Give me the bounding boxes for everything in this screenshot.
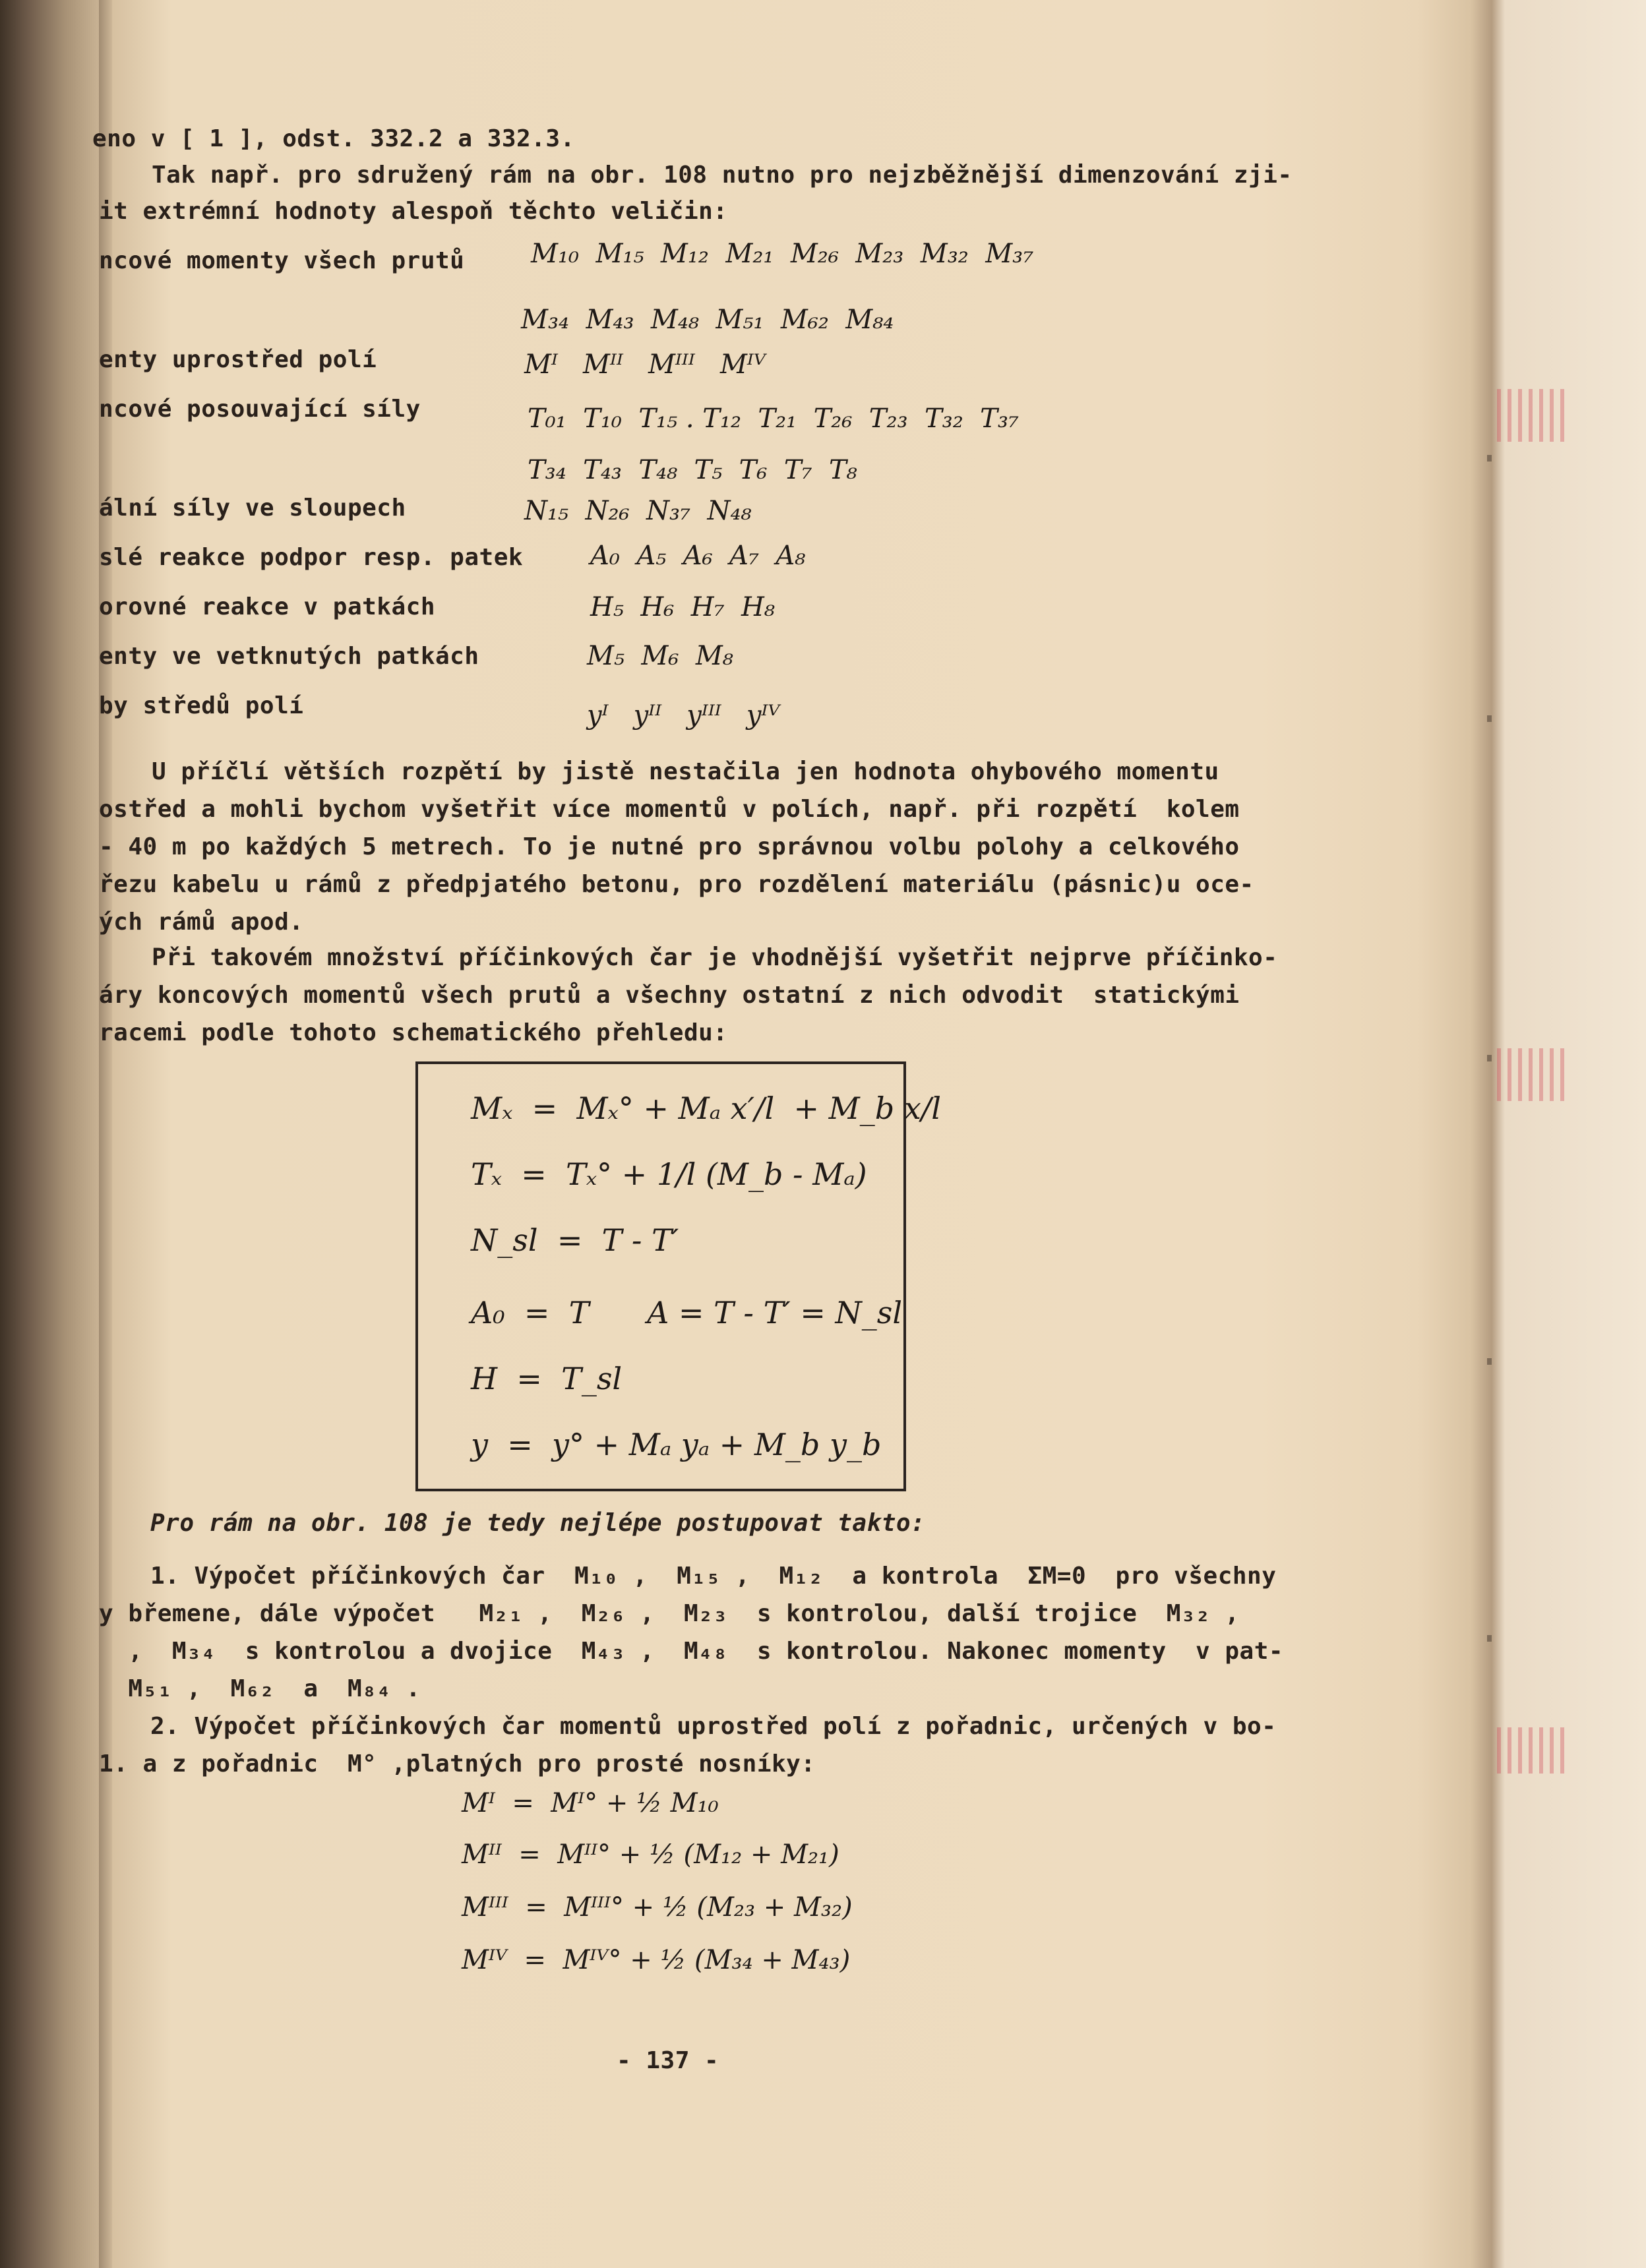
quantity-symbols: N₁₅ N₂₆ N₃₇ N₄₈ [524, 496, 752, 526]
quantity-symbols: A₀ A₅ A₆ A₇ A₈ [590, 541, 806, 571]
step-line: 2. Výpočet příčinkových čar momentů uprostřed polí z pořadnic, určených v bo- [150, 1713, 1277, 1740]
edge-tick [1487, 1635, 1492, 1642]
quantity-label: orovné reakce v patkách [99, 593, 435, 620]
equation-moment: Mₓ = Mₓ° + Mₐ x′/l + M_b x/l [471, 1090, 941, 1126]
quantity-symbols: H₅ H₆ H₇ H₈ [590, 592, 775, 622]
red-stamp-mark [1497, 1727, 1570, 1774]
quantity-symbols: M₁₀ M₁₅ M₁₂ M₂₁ M₂₆ M₂₃ M₃₂ M₃₇ [531, 239, 1034, 269]
procedure-title: Pro rám na obr. 108 je tedy nejlépe postupovat takto: [150, 1510, 926, 1537]
edge-tick [1487, 1358, 1492, 1365]
quantity-symbols: M₅ M₆ M₈ [587, 641, 733, 671]
step-line: M₅₁ , M₆₂ a M₈₄ . [99, 1675, 421, 1702]
quantity-symbols: yᴵ yᴵᴵ yᴵᴵᴵ yᴵⱽ [587, 700, 780, 731]
paragraph-line: ostřed a mohli bychom vyšetřit více momentů v polích, např. při rozpětí kolem [99, 796, 1240, 823]
header-line: eno v [ 1 ], odst. 332.2 a 332.3. [92, 125, 575, 152]
page-number: - 137 - [617, 2047, 719, 2074]
red-stamp-mark [1497, 1048, 1570, 1101]
equation-normal-force: N_sl = T - T′ [471, 1222, 679, 1258]
quantity-label: ncové momenty všech prutů [99, 247, 465, 274]
edge-tick [1487, 455, 1492, 462]
edge-tick [1487, 1055, 1492, 1061]
equation-reaction: A₀ = T A = T - T′ = N_sl [471, 1295, 903, 1330]
equation-shear: Tₓ = Tₓ° + 1/l (M_b - Mₐ) [471, 1156, 867, 1192]
step-line: , M₃₄ s kontrolou a dvojice M₄₃ , M₄₈ s kontrolou. Nakonec momenty v pat- [99, 1638, 1284, 1665]
red-stamp-mark [1497, 389, 1570, 442]
paragraph-line: áry koncových momentů všech prutů a všechny ostatní z nich odvodit statickými [99, 982, 1240, 1009]
quantity-symbols: T₀₁ T₁₀ T₁₅ . T₁₂ T₂₁ T₂₆ T₂₃ T₃₂ T₃₇ [528, 403, 1019, 434]
paragraph-line: Při takovém množství příčinkových čar je vhodnější vyšetřit nejprve příčinko- [152, 944, 1278, 971]
quantity-label: enty uprostřed polí [99, 346, 377, 373]
paragraph-line: řezu kabelu u rámů z předpjatého betonu, pro rozdělení materiálu (pásnic)u oce- [99, 871, 1254, 898]
midspan-equation: Mᴵ = Mᴵ° + ½ M₁₀ [462, 1788, 719, 1818]
equation-horizontal: H = T_sl [471, 1361, 623, 1396]
edge-tick [1487, 715, 1492, 722]
quantity-label: ncové posouvající síly [99, 396, 421, 423]
paragraph-line: racemi podle tohoto schematického přehledu: [99, 1019, 728, 1046]
quantity-label: enty ve vetknutých patkách [99, 643, 479, 670]
paragraph-line: - 40 m po každých 5 metrech. To je nutné pro správnou volbu polohy a celkového [99, 833, 1240, 860]
binding-shadow [99, 0, 112, 2268]
equation-box [415, 1061, 941, 1491]
step-line: 1. a z pořadnic M° ,platných pro prosté nosníky: [99, 1750, 816, 1777]
intro-line: it extrémní hodnoty alespoň těchto veličin: [99, 198, 728, 225]
equation-deflection: y = y° + Mₐ yₐ + M_b y_b [471, 1427, 882, 1462]
midspan-equation: Mᴵⱽ = Mᴵⱽ° + ½ (M₃₄ + M₄₃) [462, 1945, 851, 1975]
intro-line: Tak např. pro sdružený rám na obr. 108 nutno pro nejzběžnější dimenzování zji- [152, 162, 1293, 189]
step-line: 1. Výpočet příčinkových čar M₁₀ , M₁₅ , M₁₂ a kontrola ΣM=0 pro všechny [150, 1563, 1277, 1590]
paragraph-line: ých rámů apod. [99, 909, 304, 936]
midspan-equation: Mᴵᴵ = Mᴵᴵ° + ½ (M₁₂ + M₂₁) [462, 1839, 839, 1870]
quantity-label: ální síly ve sloupech [99, 494, 406, 522]
quantity-label: slé reakce podpor resp. patek [99, 544, 524, 571]
paragraph-line: U příčlí větších rozpětí by jistě nestačila jen hodnota ohybového momentu [152, 758, 1219, 785]
quantity-label: by středů polí [99, 692, 304, 719]
quantity-symbols: T₃₄ T₄₃ T₄₈ T₅ T₆ T₇ T₈ [528, 455, 857, 485]
quantity-symbols: Mᴵ Mᴵᴵ Mᴵᴵᴵ Mᴵⱽ [524, 349, 766, 380]
quantity-symbols: M₃₄ M₄₃ M₄₈ M₅₁ M₆₂ M₈₄ [521, 305, 894, 335]
midspan-equation: Mᴵᴵᴵ = Mᴵᴵᴵ° + ½ (M₂₃ + M₃₂) [462, 1892, 853, 1923]
step-line: y břemene, dále výpočet M₂₁ , M₂₆ , M₂₃ s kontrolou, další trojice M₃₂ , [99, 1600, 1240, 1627]
